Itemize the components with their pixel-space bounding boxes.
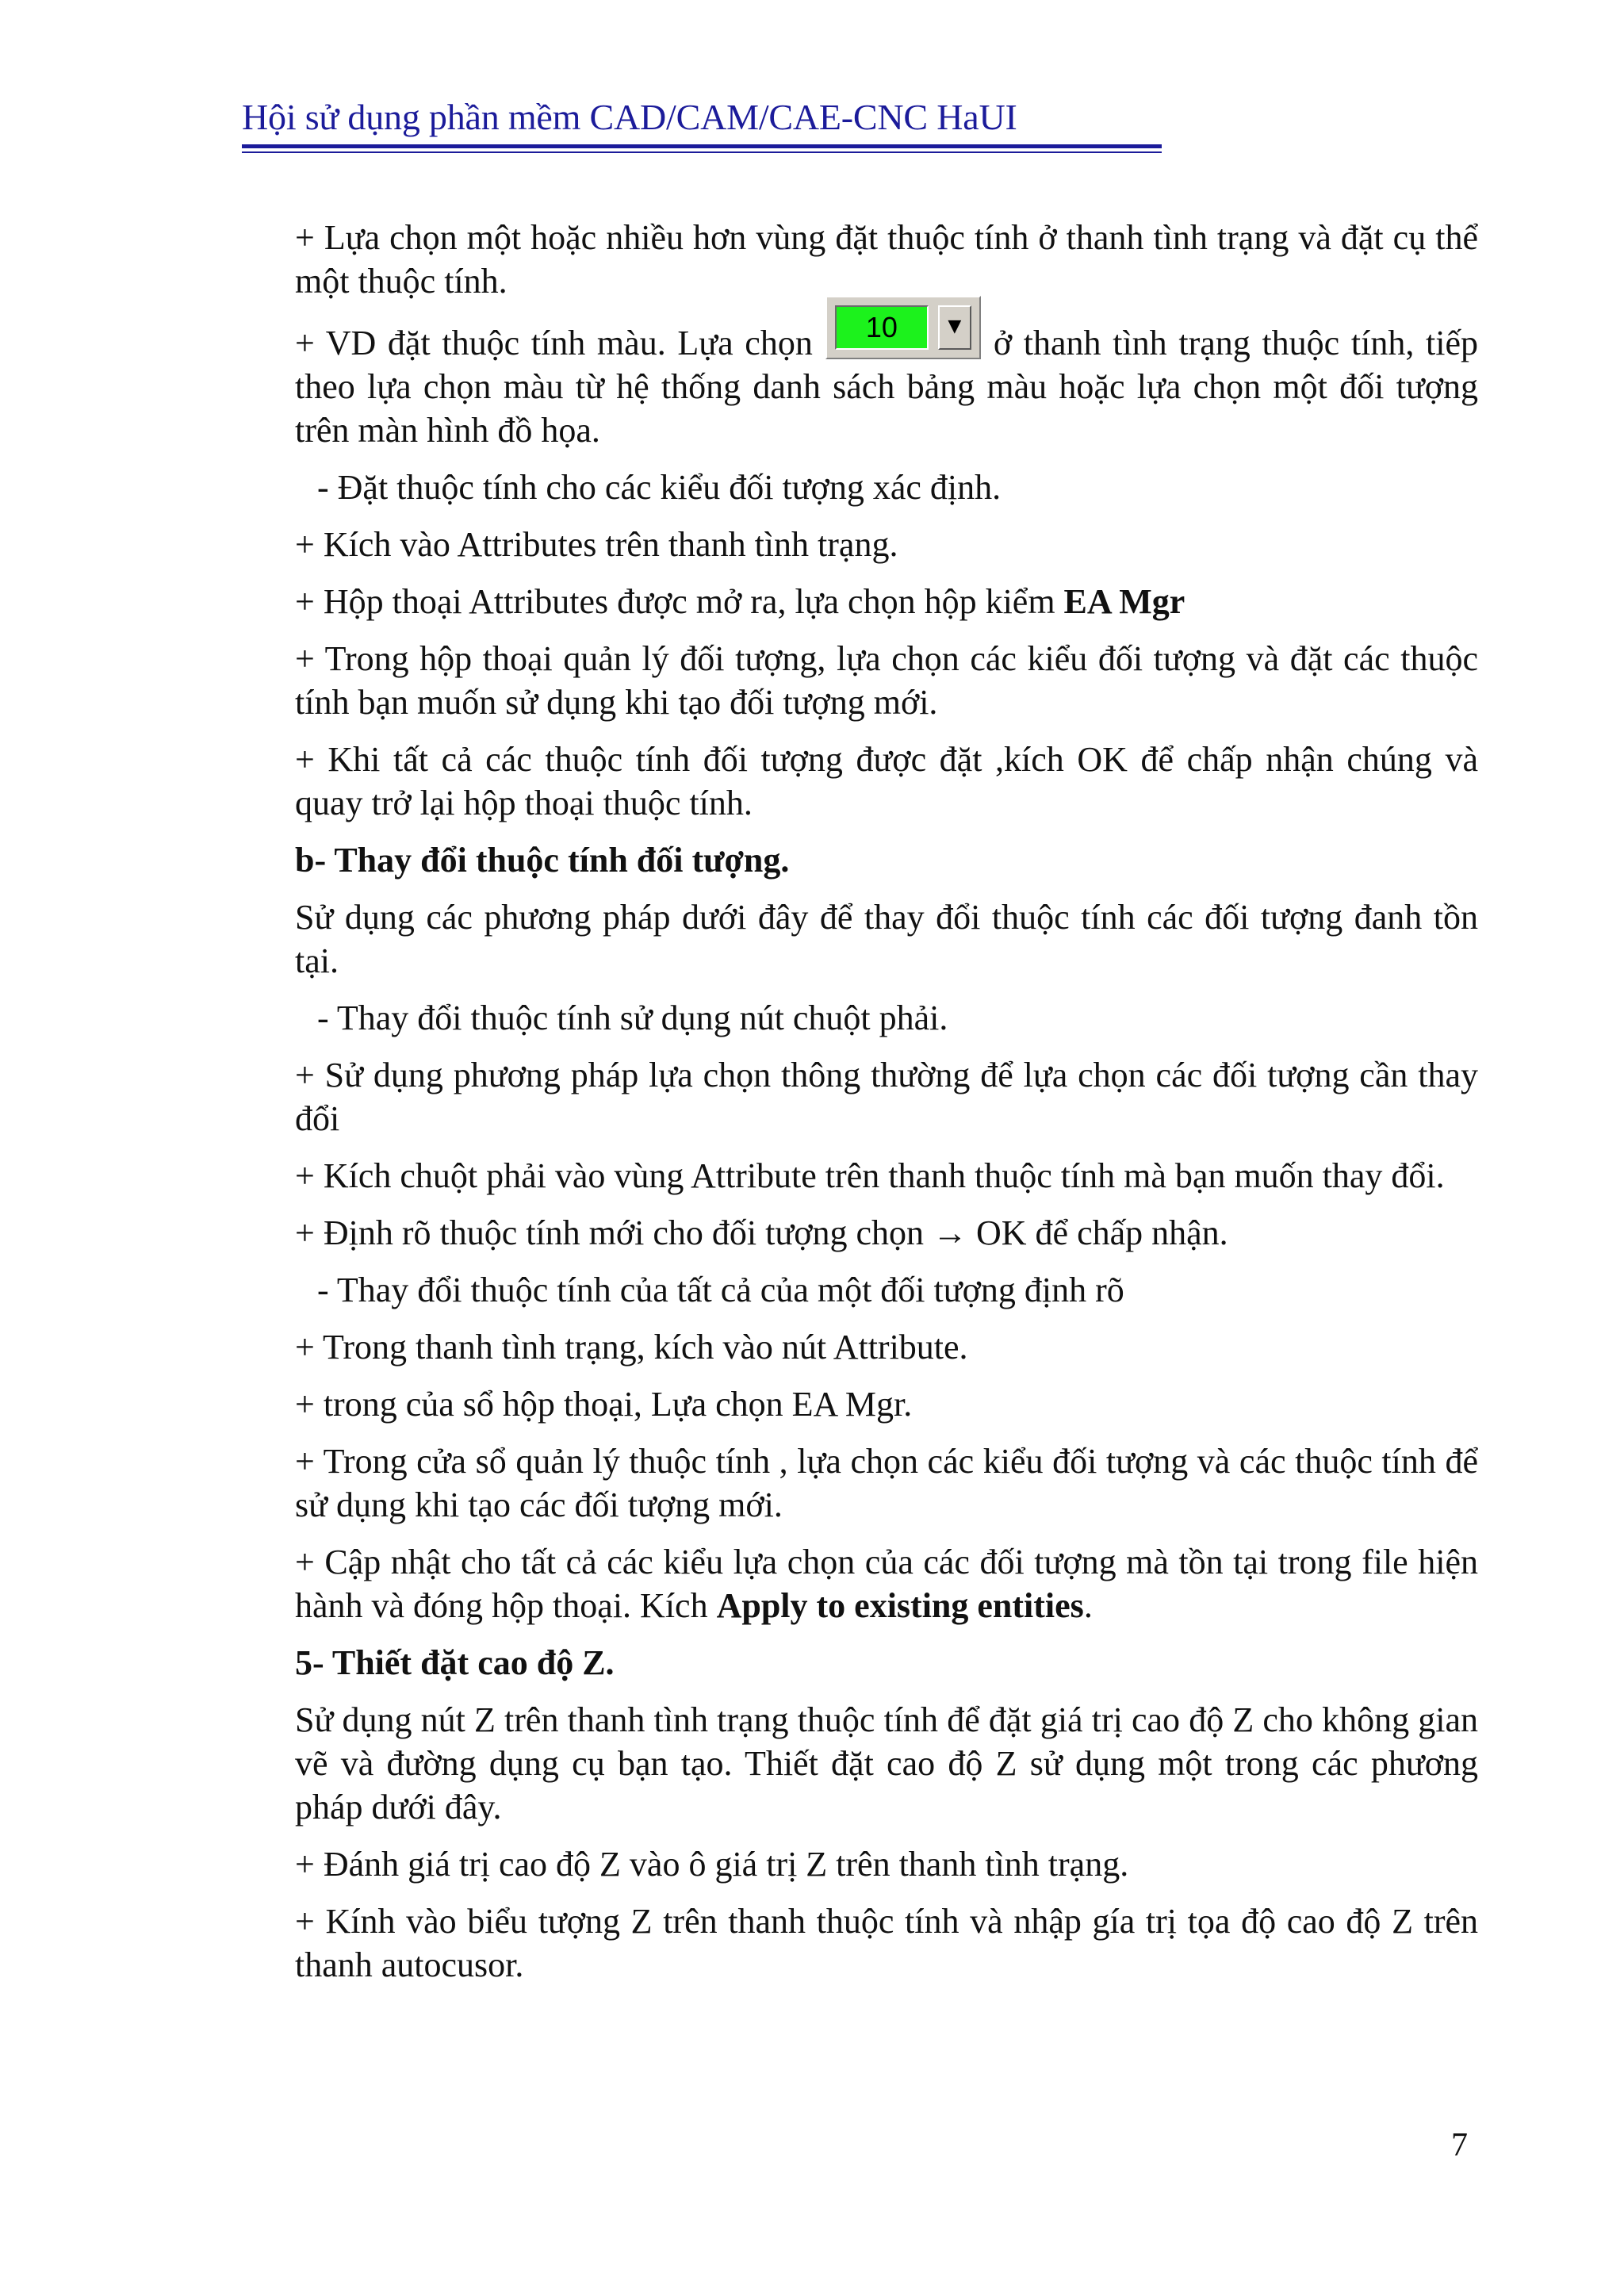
paragraph: + Trong hộp thoại quản lý đối tượng, lựa chọn các kiểu đối tượng và đặt các thuộc tính bạn muốn sử dụng khi tạo đối tượng mới.: [295, 639, 1478, 722]
paragraph: Sử dụng nút Z trên thanh tình trạng thuộc tính để đặt giá trị cao độ Z cho không gian vẽ và đường dụng cụ bạn tạo. Thiết đặt cao độ Z sử dụng một trong các phương pháp dưới đây.: [295, 1700, 1478, 1826]
paragraph: [295, 1540, 1478, 1627]
paragraph: + Trong cửa sổ quản lý thuộc tính , lựa chọn các kiểu đối tượng và các thuộc tính để sử dụng khi tạo các đối tượng mới.: [295, 1442, 1478, 1524]
paragraph: - Thay đổi thuộc tính của tất cả của một đối tượng định rõ: [317, 1271, 1124, 1309]
dropdown-arrow-icon[interactable]: ▼: [938, 305, 971, 350]
color-selector-widget[interactable]: [825, 296, 981, 359]
paragraph-text: + VD đặt thuộc tính màu. Lựa chọn: [295, 324, 813, 362]
paragraph: + trong của sổ hộp thoại, Lựa chọn EA Mgr.: [295, 1385, 913, 1424]
bold-term: Apply to existing entities: [716, 1586, 1084, 1625]
page-number: 7: [1451, 2127, 1468, 2164]
header-title: Hội sử dụng phần mềm CAD/CAM/CAE-CNC HaUI: [242, 97, 1017, 137]
paragraph-text: .: [1083, 1586, 1093, 1625]
paragraph: + Kích chuột phải vào vùng Attribute trên thanh thuộc tính mà bạn muốn thay đổi.: [295, 1156, 1445, 1195]
paragraph: - Đặt thuộc tính cho các kiểu đối tượng xác định.: [317, 468, 1002, 507]
paragraph: + Định rõ thuộc tính mới cho đối tượng chọn → OK để chấp nhận.: [295, 1213, 1228, 1252]
document-body: [295, 216, 1478, 2000]
paragraph-text: + Cập nhật cho tất cả các kiểu lựa chọn của các đối tượng mà tồn tại trong file hiện hành và đóng hộp thoại. Kích: [295, 1543, 1478, 1625]
page-header: [242, 94, 1162, 153]
paragraph-with-widget: [295, 311, 1478, 452]
section-heading: b- Thay đổi thuộc tính đối tượng.: [295, 841, 790, 880]
paragraph: + Đánh giá trị cao độ Z vào ô giá trị Z trên thanh tình trạng.: [295, 1845, 1129, 1884]
header-rule-thin: [242, 151, 1162, 153]
color-value-field[interactable]: 10: [835, 305, 929, 350]
bold-term: EA Mgr: [1063, 582, 1185, 621]
paragraph: + Kích vào Attributes trên thanh tình trạng.: [295, 525, 898, 564]
section-heading: 5- Thiết đặt cao độ Z.: [295, 1643, 615, 1682]
paragraph: + Trong thanh tình trạng, kích vào nút Attribute.: [295, 1328, 968, 1366]
paragraph: + Lựa chọn một hoặc nhiều hơn vùng đặt thuộc tính ở thanh tình trạng và đặt cụ thể một thuộc tính.: [295, 218, 1478, 301]
paragraph-text: + Hộp thoại Attributes được mở ra, lựa chọn hộp kiểm: [295, 582, 1064, 621]
paragraph: + Khi tất cả các thuộc tính đối tượng được đặt ,kích OK để chấp nhận chúng và quay trở lại hộp thoại thuộc tính.: [295, 740, 1478, 822]
paragraph: Sử dụng các phương pháp dưới đây để thay đổi thuộc tính các đối tượng đanh tồn tại.: [295, 898, 1478, 980]
paragraph: [295, 580, 1478, 623]
paragraph: - Thay đổi thuộc tính sử dụng nút chuột phải.: [317, 999, 948, 1037]
paragraph: + Kính vào biểu tượng Z trên thanh thuộc tính và nhập gía trị tọa độ cao độ Z trên thanh autocusor.: [295, 1902, 1478, 1984]
paragraph: + Sử dụng phương pháp lựa chọn thông thường để lựa chọn các đối tượng cần thay đổi: [295, 1056, 1478, 1138]
paragraph-text: ở thanh tình trạng thuộc tính, tiếp theo lựa chọn màu từ hệ thống danh sách bảng màu hoặc lựa chọn một đối tượng trên màn hình đồ họa.: [295, 324, 1478, 450]
header-rule-thick: [242, 144, 1162, 148]
